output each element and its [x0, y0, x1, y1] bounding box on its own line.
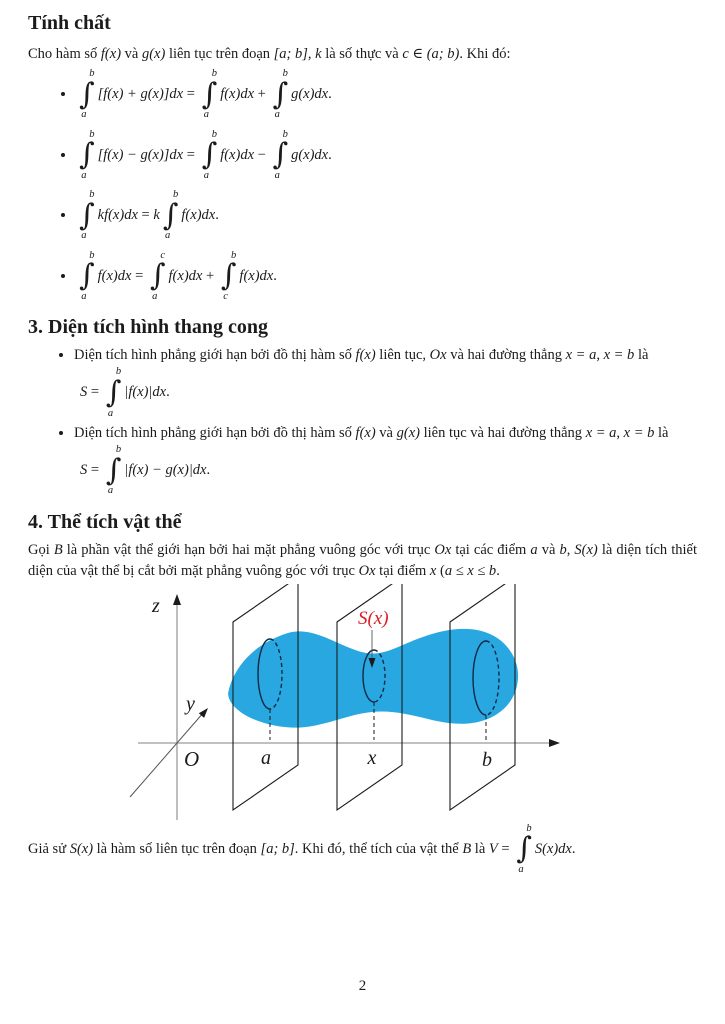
integral-sign: ∫	[105, 374, 122, 410]
integral-sign: ∫	[79, 258, 95, 294]
text-run: và	[121, 46, 142, 62]
a-point-label: a	[261, 746, 271, 769]
integral-lower-limit: a	[107, 485, 114, 497]
text-run: =	[131, 267, 147, 284]
integral-lower-limit: a	[164, 230, 171, 242]
volume-closing	[28, 824, 697, 876]
volume-body	[28, 540, 697, 582]
text-run: Giả sử	[28, 840, 70, 857]
text-run: . Khi đó:	[459, 46, 511, 62]
integral-symbol	[202, 69, 218, 121]
integral-sign: ∫	[162, 197, 179, 233]
x-axis-arrow-icon	[549, 739, 560, 747]
text-run: =	[87, 462, 103, 479]
text-run: ,	[596, 347, 604, 364]
integral-sign: ∫	[201, 76, 218, 112]
area-formula	[80, 445, 697, 497]
math-text: x = b	[603, 347, 635, 364]
text-run: ,	[307, 46, 316, 62]
integral-symbol	[79, 130, 95, 182]
properties-list	[28, 69, 697, 302]
math-text: kf(x)dx	[97, 207, 138, 224]
integral-upper-limit: b	[282, 68, 288, 80]
math-text: S	[80, 384, 88, 401]
integral-symbol	[106, 445, 122, 497]
integral-symbol	[272, 69, 288, 121]
math-text: c ∈ (a; b)	[402, 46, 460, 62]
integral-upper-limit: b	[282, 128, 288, 140]
math-text: B	[53, 541, 63, 558]
properties-intro	[28, 44, 697, 65]
text-run: liên tục và hai đường thẳng	[419, 425, 586, 441]
z-axis-label: z	[152, 594, 160, 617]
text-run: −	[254, 146, 270, 163]
integral-upper-limit: • b	[89, 249, 95, 261]
text-run: Gọi	[28, 541, 54, 558]
text-run: tại điểm	[375, 562, 430, 579]
integral-upper-limit: b	[115, 366, 122, 378]
area-item-text	[74, 423, 697, 444]
text-run: ,	[566, 541, 575, 558]
math-text: g(x)dx	[291, 86, 329, 103]
integral-upper-limit: b	[172, 189, 179, 201]
text-run: .	[206, 462, 211, 479]
solid-body	[228, 629, 518, 728]
text-run: và	[537, 541, 560, 558]
math-text: x = b	[623, 425, 655, 441]
math-text: [f(x) − g(x)]dx	[97, 146, 184, 163]
text-run: liên tục trên đoạn	[165, 46, 274, 62]
integral-sign: ∫	[105, 452, 122, 488]
text-run: .	[496, 562, 500, 579]
math-text: |f(x)|dx	[124, 384, 167, 401]
math-text: S(x)	[69, 840, 94, 857]
math-text: g(x)	[396, 425, 420, 441]
math-text: [a; b]	[260, 840, 295, 857]
text-run: Diện tích hình phẳng giới hạn bởi đồ thị hàm số	[74, 425, 356, 441]
integral-upper-limit: b	[526, 822, 532, 834]
math-text: [f(x) + g(x)]dx	[97, 86, 184, 103]
integral-lower-limit: a	[81, 109, 87, 121]
b-point-label: b	[482, 748, 492, 771]
integral-lower-limit: a	[81, 230, 87, 242]
integral-formula	[76, 189, 219, 242]
integral-upper-limit: b	[211, 128, 217, 140]
area-list	[28, 345, 697, 496]
page-number: 2	[358, 978, 367, 994]
integral-sign: ∫	[201, 137, 218, 173]
text-run: .	[215, 207, 219, 224]
text-run: . Khi đó, thể tích của vật thể	[294, 840, 463, 857]
text-run: +	[254, 86, 270, 103]
property-item	[76, 130, 697, 182]
integral-lower-limit: c	[223, 290, 228, 302]
property-item	[76, 251, 697, 303]
integral-sign: ∫	[79, 137, 95, 173]
area-item	[74, 423, 697, 497]
math-text: a ≤ x ≤ b	[444, 562, 497, 579]
text-run: =	[137, 207, 154, 224]
y-axis-label: y	[186, 692, 195, 715]
text-run: liên tục,	[375, 347, 430, 364]
math-text: x	[429, 562, 437, 579]
integral-lower-limit: a	[107, 407, 114, 419]
text-run: +	[202, 267, 218, 284]
text-run: .	[273, 267, 277, 284]
text-run: và hai đường thẳng	[446, 347, 566, 364]
math-text: f(x)	[100, 46, 122, 62]
integral-symbol	[79, 69, 95, 121]
integral-symbol	[272, 130, 288, 182]
integral-lower-limit: a	[203, 109, 209, 121]
math-text: k	[315, 46, 322, 62]
text-run: .	[328, 86, 332, 103]
x-point-label: x	[367, 746, 377, 769]
math-text: k	[153, 207, 160, 224]
text-run: là số thực và	[321, 46, 403, 62]
area-formula	[80, 367, 697, 419]
properties-title: Tính chất	[28, 12, 111, 34]
text-run: .	[166, 384, 170, 401]
math-text: [a; b]	[273, 46, 308, 62]
volume-section-title: 4. Thể tích vật thể	[28, 510, 182, 533]
integral-lower-limit: a	[81, 290, 87, 302]
property-item	[76, 190, 697, 242]
text-run: là hàm số liên tục trên đoạn	[93, 840, 261, 857]
integral-upper-limit: • b	[89, 189, 95, 201]
integral-symbol	[79, 251, 95, 303]
math-text: V	[488, 840, 498, 857]
integral-symbol	[106, 367, 122, 419]
integral-sign: ∫	[79, 197, 95, 233]
text-run: là	[654, 425, 669, 441]
math-text: Ox	[429, 347, 447, 364]
area-item-text	[74, 345, 697, 366]
integral-lower-limit: a	[81, 169, 87, 181]
text-run: =	[183, 86, 199, 103]
math-text: g(x)	[141, 46, 166, 62]
integral-upper-limit: • b	[89, 128, 95, 140]
integral-lower-limit: a	[203, 169, 209, 181]
integral-symbol	[516, 824, 532, 876]
text-run: Diện tích hình phẳng giới hạn bởi đồ thị hàm số	[74, 347, 356, 364]
math-text: f(x)	[355, 425, 376, 441]
math-text: b	[559, 541, 567, 558]
math-text: g(x)dx	[291, 146, 329, 163]
math-text: B	[462, 840, 472, 857]
area-item	[74, 345, 697, 419]
math-text: |f(x) − g(x)|dx	[124, 462, 207, 479]
text-run: =	[497, 840, 514, 857]
math-text: S(x)	[574, 541, 598, 558]
cross-section-label: S(x)	[358, 607, 389, 629]
text-run: (	[436, 562, 445, 579]
integral-sign: ∫	[272, 76, 289, 112]
text-run: tại các điểm	[451, 541, 531, 558]
integral-sign: ∫	[272, 137, 289, 173]
integral-sign: ∫	[516, 831, 532, 867]
integral-sign: ∫	[220, 258, 237, 294]
math-text: f(x)dx	[168, 267, 203, 284]
text-run: và	[375, 425, 397, 441]
property-item	[76, 69, 697, 121]
integral-lower-limit: a	[274, 169, 280, 181]
integral-formula	[76, 68, 332, 121]
text-run: là phần vật thể giới hạn bởi hai mặt phẳng vuông góc với trục	[62, 541, 435, 558]
math-text: S	[80, 462, 88, 479]
z-axis-arrow-icon	[173, 594, 181, 605]
math-text: Ox	[358, 562, 376, 579]
integral-upper-limit: c	[160, 249, 166, 261]
integral-sign: ∫	[79, 76, 95, 112]
area-section-title: 3. Diện tích hình thang cong	[28, 316, 269, 339]
integral-sign: ∫	[149, 258, 166, 294]
integral-lower-limit: a	[152, 290, 158, 302]
integral-formula	[76, 128, 332, 181]
text-run: Cho hàm số	[28, 46, 101, 62]
integral-upper-limit: b	[211, 68, 217, 80]
integral-formula	[76, 249, 277, 302]
math-text: a	[530, 541, 538, 558]
integral-lower-limit: a	[274, 109, 280, 121]
integral-symbol	[163, 190, 179, 242]
math-text: x = a	[585, 425, 617, 441]
integral-symbol	[202, 130, 218, 182]
origin-label: O	[184, 746, 200, 771]
math-text: f(x)dx	[97, 267, 132, 284]
text-run: =	[183, 146, 199, 163]
math-text: f(x)dx	[239, 267, 274, 284]
text-run: là diện tích thiết diện của vật thể bị cắt bởi mặt phẳng vuông góc với trục	[28, 541, 698, 579]
integral-symbol	[150, 251, 166, 303]
text-run: là	[634, 347, 649, 364]
text-run: .	[328, 146, 332, 163]
text-run: =	[87, 384, 103, 401]
math-text: f(x)	[355, 347, 376, 364]
integral-upper-limit: • b	[89, 68, 95, 80]
text-run: .	[571, 840, 576, 857]
math-text: S(x)dx	[534, 840, 572, 857]
math-text: Ox	[434, 541, 452, 558]
integral-symbol	[79, 190, 95, 242]
math-text: f(x)dx	[220, 146, 255, 163]
text-run: là	[471, 840, 489, 857]
integral-symbol	[221, 251, 237, 303]
text-run: ,	[616, 425, 624, 441]
integral-lower-limit: a	[518, 863, 524, 875]
volume-diagram	[0, 584, 725, 824]
math-text: f(x)dx	[181, 207, 216, 224]
math-text: x = a	[565, 347, 597, 364]
integral-upper-limit: b	[115, 444, 122, 456]
math-text: f(x)dx	[220, 86, 255, 103]
integral-upper-limit: b	[230, 249, 237, 261]
